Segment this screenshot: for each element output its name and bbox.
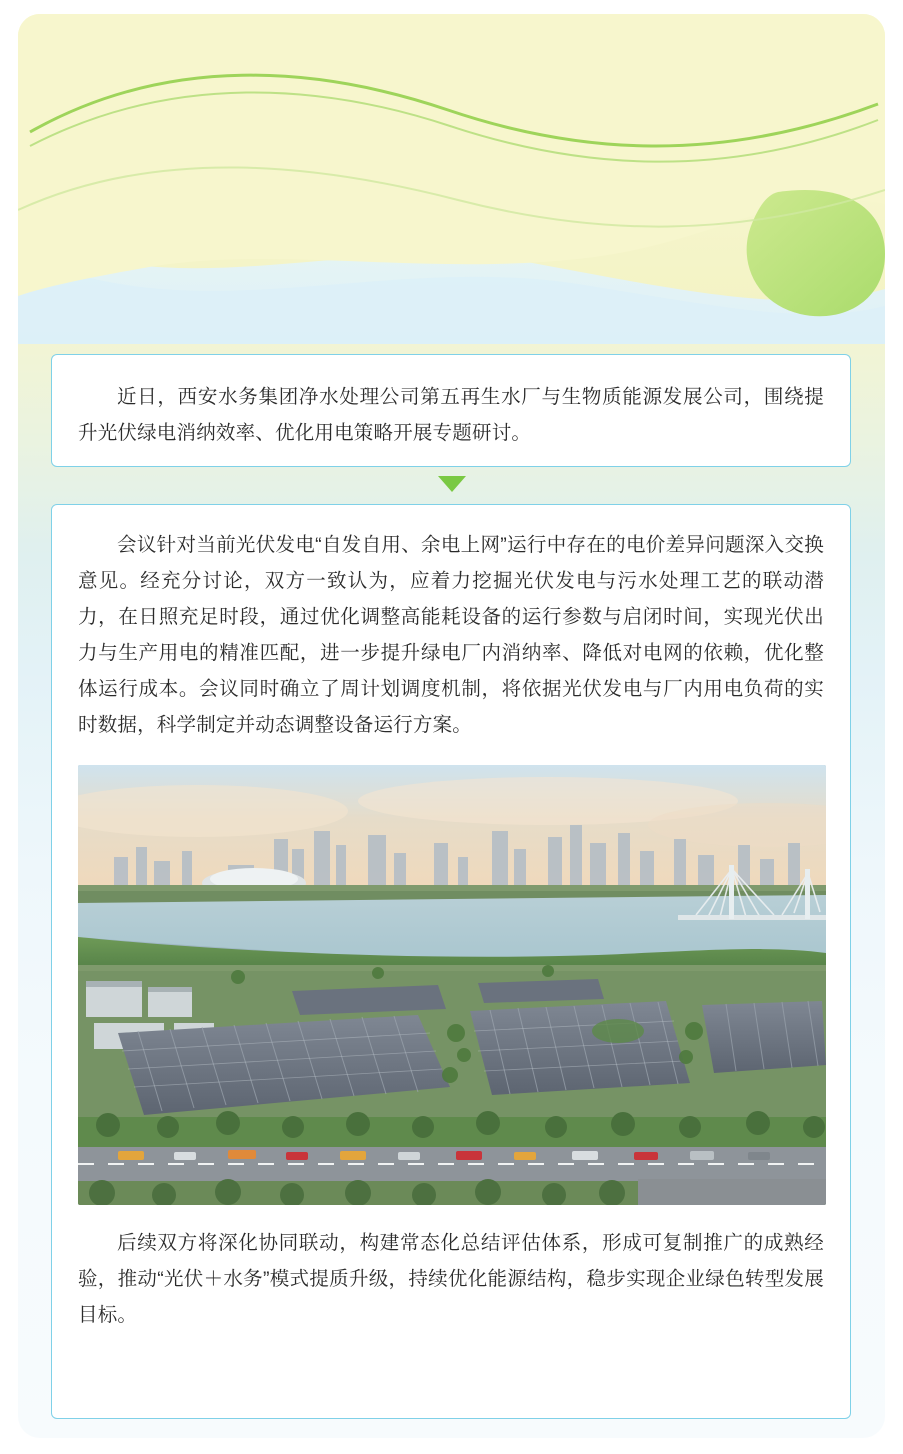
intro-paragraph: 近日，西安水务集团净水处理公司第五再生水厂与生物质能源发展公司，围绕提升光伏绿电消纳效率、优化用电策略开展专题研讨。 (78, 386, 824, 444)
decorative-banner (18, 14, 885, 344)
intro-box (51, 354, 851, 467)
banner-artwork (18, 14, 885, 344)
article-card (18, 14, 885, 1438)
aerial-solar-plant-photo (78, 765, 826, 1205)
body-paragraph-1: 会议针对当前光伏发电“自发自用、余电上网”运行中存在的电价差异问题深入交换意见。经充分讨论，双方一致认为，应着力挖掘光伏发电与污水处理工艺的联动潜力，在日照充足时段，通过优化调整高能耗设备的运行参数与启闭时间，实现光伏出力与生产用电的精准匹配，进一步提升绿电厂内消纳率、降低对电网的依赖，优化整体运行成本。会议同时确立了周计划调度机制，将依据光伏发电与厂内用电负荷的实时数据，科学制定并动态调整设备运行方案。 (78, 534, 824, 736)
main-box (51, 504, 851, 1419)
body-paragraph-2: 后续双方将深化协同联动，构建常态化总结评估体系，形成可复制推广的成熟经验，推动“光伏＋水务”模式提质升级，持续优化能源结构，稳步实现企业绿色转型发展目标。 (78, 1232, 824, 1326)
triangle-divider-icon (438, 476, 466, 492)
article-photo (78, 765, 826, 1205)
